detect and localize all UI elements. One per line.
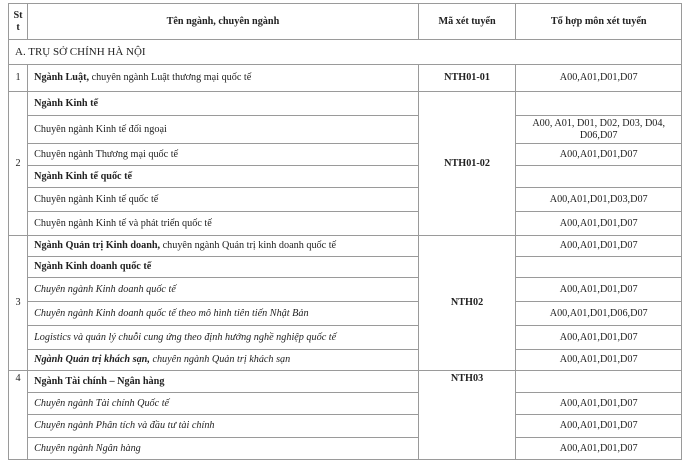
table-row	[9, 188, 682, 212]
table-row	[9, 371, 682, 393]
code-cell: NTH01-02	[418, 92, 516, 236]
stt-cell: 3	[9, 236, 28, 371]
table-row	[9, 92, 682, 116]
combo-cell: A00,A01,D01,D07	[516, 393, 682, 415]
program-cell: Logistics và quản lý chuỗi cung ứng theo định hướng nghề nghiệp quốc tế	[28, 326, 419, 350]
section-title: A. TRỤ SỞ CHÍNH HÀ NỘI	[9, 40, 682, 65]
combo-cell	[516, 371, 682, 393]
combo-cell	[516, 92, 682, 116]
program-cell: Ngành Tài chính – Ngân hàng	[28, 371, 419, 393]
combo-cell: A00,A01,D01,D07	[516, 65, 682, 92]
table-row	[9, 166, 682, 188]
table-row	[9, 350, 682, 371]
table-row	[9, 116, 682, 144]
combo-cell: A00,A01,D01,D07	[516, 278, 682, 302]
program-cell: Chuyên ngành Kinh doanh quốc tế	[28, 278, 419, 302]
stt-cell: 2	[9, 92, 28, 236]
program-cell: Chuyên ngành Kinh tế và phát triển quốc tế	[28, 212, 419, 236]
program-cell: Ngành Kinh tế	[28, 92, 419, 116]
program-cell: Chuyên ngành Thương mại quốc tế	[28, 144, 419, 166]
table-row	[9, 65, 682, 92]
combo-cell: A00,A01,D01,D03,D07	[516, 188, 682, 212]
header-row	[9, 4, 682, 40]
code-cell: NTH02	[418, 236, 516, 371]
table-row	[9, 393, 682, 415]
program-cell: Chuyên ngành Ngân hàng	[28, 438, 419, 460]
table-row	[9, 438, 682, 460]
table-row	[9, 257, 682, 278]
program-cell: Chuyên ngành Kinh tế đối ngoại	[28, 116, 419, 144]
program-cell: Ngành Kinh doanh quốc tế	[28, 257, 419, 278]
program-cell: Ngành Quản trị khách sạn, chuyên ngành Quản trị khách sạn	[28, 350, 419, 371]
header-combo: Tổ hợp môn xét tuyển	[516, 4, 682, 40]
header-code: Mã xét tuyển	[418, 4, 516, 40]
combo-cell: A00,A01,D01,D07	[516, 350, 682, 371]
header-stt: St t	[9, 4, 28, 40]
program-cell: Chuyên ngành Phân tích và đầu tư tài chính	[28, 415, 419, 438]
program-cell: Ngành Quản trị Kinh doanh, chuyên ngành Quản trị kinh doanh quốc tế	[28, 236, 419, 257]
code-cell: NTH01-01	[418, 65, 516, 92]
program-cell: Ngành Luật, chuyên ngành Luật thương mại quốc tế	[28, 65, 419, 92]
combo-cell: A00,A01,D01,D06,D07	[516, 302, 682, 326]
combo-cell: A00,A01,D01,D07	[516, 415, 682, 438]
combo-cell: A00, A01, D01, D02, D03, D04, D06,D07	[516, 116, 682, 144]
admission-table	[8, 3, 682, 460]
table-row	[9, 278, 682, 302]
stt-cell: 1	[9, 65, 28, 92]
table-row	[9, 212, 682, 236]
program-cell: Chuyên ngành Tài chính Quốc tế	[28, 393, 419, 415]
stt-cell: 4	[9, 371, 28, 460]
table-row	[9, 326, 682, 350]
header-program: Tên ngành, chuyên ngành	[28, 4, 419, 40]
table-row	[9, 236, 682, 257]
combo-cell: A00,A01,D01,D07	[516, 438, 682, 460]
program-cell: Chuyên ngành Kinh tế quốc tế	[28, 188, 419, 212]
table-row	[9, 415, 682, 438]
section-row	[9, 40, 682, 65]
combo-cell: A00,A01,D01,D07	[516, 144, 682, 166]
table-row	[9, 144, 682, 166]
code-cell: NTH03	[418, 371, 516, 460]
combo-cell: A00,A01,D01,D07	[516, 212, 682, 236]
combo-cell	[516, 166, 682, 188]
combo-cell	[516, 257, 682, 278]
program-cell: Ngành Kinh tế quốc tế	[28, 166, 419, 188]
program-cell: Chuyên ngành Kinh doanh quốc tế theo mô hình tiên tiến Nhật Bản	[28, 302, 419, 326]
table-row	[9, 302, 682, 326]
combo-cell: A00,A01,D01,D07	[516, 236, 682, 257]
combo-cell: A00,A01,D01,D07	[516, 326, 682, 350]
